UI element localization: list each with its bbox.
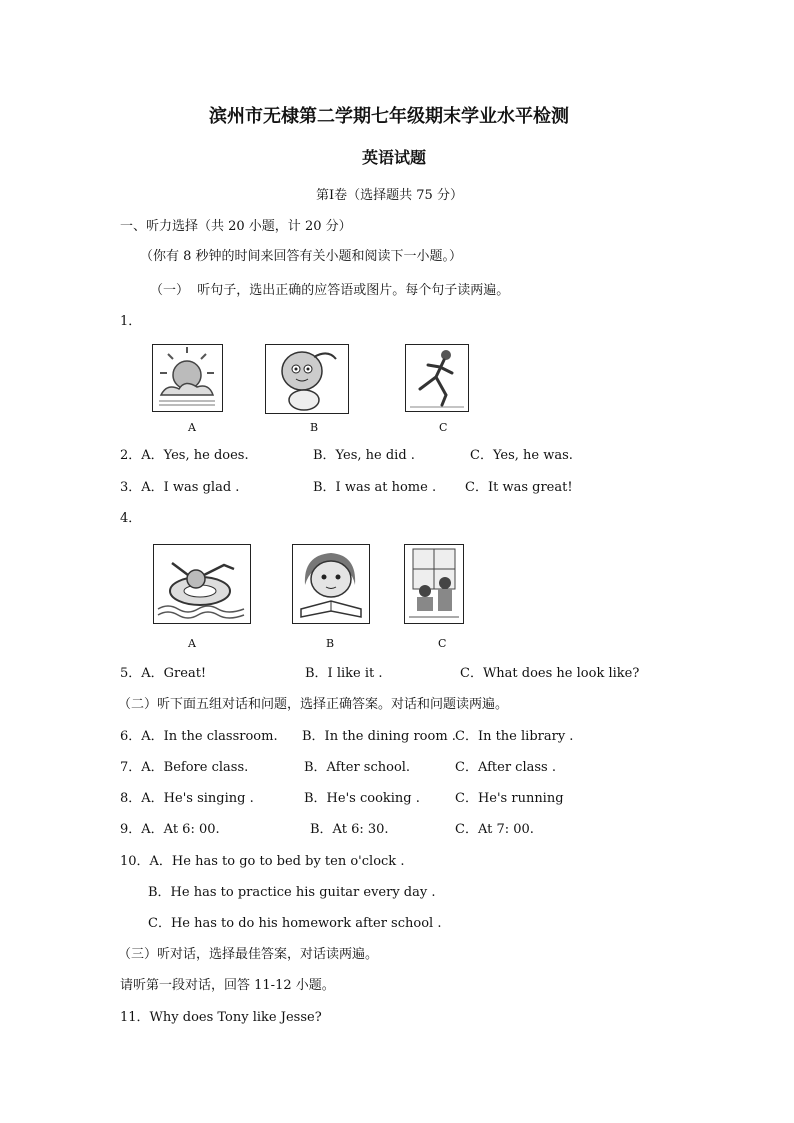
section-heading: 一、听力选择（共 20 小题，计 20 分） — [120, 219, 352, 234]
q9-option-a: 9．A．At 6: 00. — [120, 822, 220, 837]
runner-picture — [405, 344, 469, 412]
q10-option-c: C．He has to do his homework after school . — [148, 916, 442, 931]
q7-option-c: C．After class . — [455, 760, 556, 775]
q4-caption-b: B — [326, 637, 335, 650]
section-instruction: （你有 8 秒钟的时间来回答有关小题和阅读下一小题。） — [140, 249, 463, 264]
q2-option-b: B．Yes, he did . — [313, 448, 415, 463]
part-heading: 第Ⅰ卷（选择题共 75 分） — [316, 188, 463, 203]
swimmer-picture — [153, 544, 251, 624]
part-two-instruction: （二）听下面五组对话和问题，选择正确答案。对话和问题读两遍。 — [118, 697, 509, 712]
q10-option-a: 10．A．He has to go to bed by ten o'clock . — [120, 854, 405, 869]
q6-option-a: 6．A．In the classroom. — [120, 729, 278, 744]
cartoon-baby-picture — [265, 344, 349, 414]
q8-option-c: C．He's running — [455, 791, 564, 806]
q1-caption-a: A — [188, 421, 196, 434]
q10-option-b: B．He has to practice his guitar every day . — [148, 885, 436, 900]
part-three-instruction: （三）听对话，选择最佳答案，对话读两遍。 — [118, 947, 379, 962]
q4-caption-c: C — [438, 637, 447, 650]
q3-option-c: C．It was great! — [465, 480, 573, 495]
q4-caption-a: A — [188, 637, 196, 650]
q5-option-c: C．What does he look like? — [460, 666, 640, 681]
q6-option-c: C．In the library . — [455, 729, 574, 744]
q9-option-c: C．At 7: 00. — [455, 822, 534, 837]
sun-cloud-picture — [152, 344, 223, 412]
q5-option-b: B．I like it . — [305, 666, 383, 681]
girl-reading-picture — [292, 544, 370, 624]
q3-option-b: B．I was at home . — [313, 480, 437, 495]
q2-option-a: 2．A．Yes, he does. — [120, 448, 249, 463]
exam-subtitle: 英语试题 — [362, 148, 427, 167]
q6-option-b: B．In the dining room . — [302, 729, 456, 744]
part-three-note: 请听第一段对话，回答 11-12 小题。 — [120, 978, 335, 993]
question-11: 11．Why does Tony like Jesse? — [120, 1010, 322, 1025]
question-1-number: 1． — [120, 314, 142, 329]
q8-option-a: 8．A．He's singing . — [120, 791, 254, 806]
kids-at-window-picture — [404, 544, 464, 624]
q1-caption-b: B — [310, 421, 319, 434]
q1-caption-c: C — [439, 421, 448, 434]
question-4-number: 4． — [120, 511, 142, 526]
q7-option-a: 7．A．Before class. — [120, 760, 249, 775]
q9-option-b: B．At 6: 30. — [310, 822, 389, 837]
q7-option-b: B．After school. — [304, 760, 411, 775]
part-one-instruction: （一） 听句子，选出正确的应答语或图片。每个句子读两遍。 — [150, 283, 510, 298]
q3-option-a: 3．A．I was glad . — [120, 480, 240, 495]
q2-option-c: C．Yes, he was. — [470, 448, 573, 463]
q5-option-a: 5．A．Great! — [120, 666, 207, 681]
q8-option-b: B．He's cooking . — [304, 791, 420, 806]
exam-title: 滨州市无棣第二学期七年级期末学业水平检测 — [209, 106, 569, 127]
